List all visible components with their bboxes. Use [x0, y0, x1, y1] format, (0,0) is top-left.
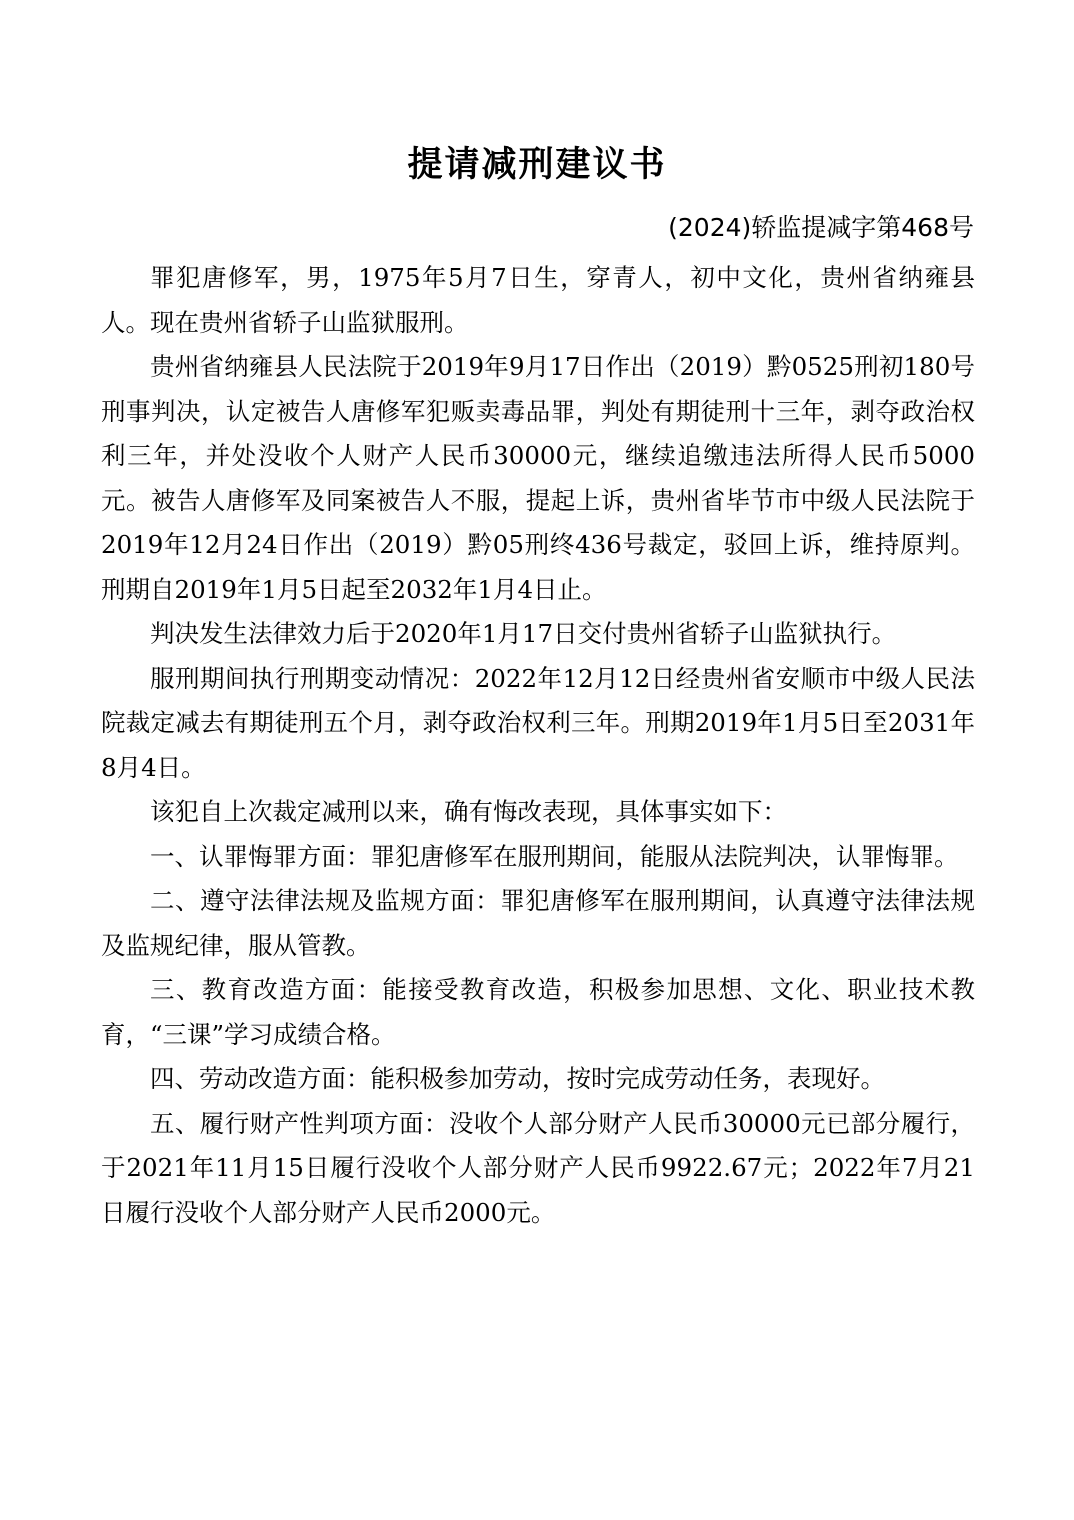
paragraph-original-judgment: 贵州省纳雍县人民法院于2019年9月17日作出（2019）黔0525刑初180号刑事判决，认定被告人唐修军犯贩卖毒品罪，判处有期徒刑十三年，剥夺政治权利三年，并处没收个人财产人民币30000元，继续追缴违法所得人民币5000元。被告人唐修军及同案被告人不服，提起上诉，贵州省毕节市中级人民法院于2019年12月24日作出（2019）黔05刑终436号裁定，驳回上诉，维持原判。刑期自2019年1月5日起至2032年1月4日止。: [101, 352, 975, 604]
document-title: 提请减刑建议书: [407, 145, 667, 185]
paragraph-item-confession: 一、认罪悔罪方面：罪犯唐修军在服刑期间，能服从法院判决，认罪悔罪。: [150, 841, 959, 871]
document-number: (2024)轿监提减字第468号: [668, 213, 974, 242]
paragraph-item-property: 五、履行财产性判项方面：没收个人部分财产人民币30000元已部分履行，于2021年11月15日履行没收个人部分财产人民币9922.67元；2022年7月21日履行没收个人部分财产人民币2000元。: [101, 1108, 975, 1227]
paragraph-remorse-intro: 该犯自上次裁定减刑以来，确有悔改表现，具体事实如下：: [150, 797, 787, 826]
paragraph-item-labor: 四、劳动改造方面：能积极参加劳动，按时完成劳动任务，表现好。: [150, 1064, 885, 1093]
paragraph-sentence-changes: 服刑期间执行刑期变动情况：2022年12月12日经贵州省安顺市中级人民法院裁定减去有期徒刑五个月，剥夺政治权利三年。刑期2019年1月5日至2031年8月4日。: [101, 663, 975, 782]
paragraph-item-education: 三、教育改造方面：能接受教育改造，积极参加思想、文化、职业技术教育，“三课”学习成绩合格。: [101, 975, 975, 1049]
paragraph-item-discipline: 二、遵守法律法规及监规方面：罪犯唐修军在服刑期间，认真遵守法律法规及监规纪律，服从管教。: [101, 886, 975, 960]
paragraph-execution: 判决发生法律效力后于2020年1月17日交付贵州省轿子山监狱执行。: [150, 619, 897, 648]
document-body: [101, 256, 975, 1235]
paragraph-inmate-info: 罪犯唐修军，男，1975年5月7日生，穿青人，初中文化，贵州省纳雍县人。现在贵州省轿子山监狱服刑。: [101, 263, 975, 337]
